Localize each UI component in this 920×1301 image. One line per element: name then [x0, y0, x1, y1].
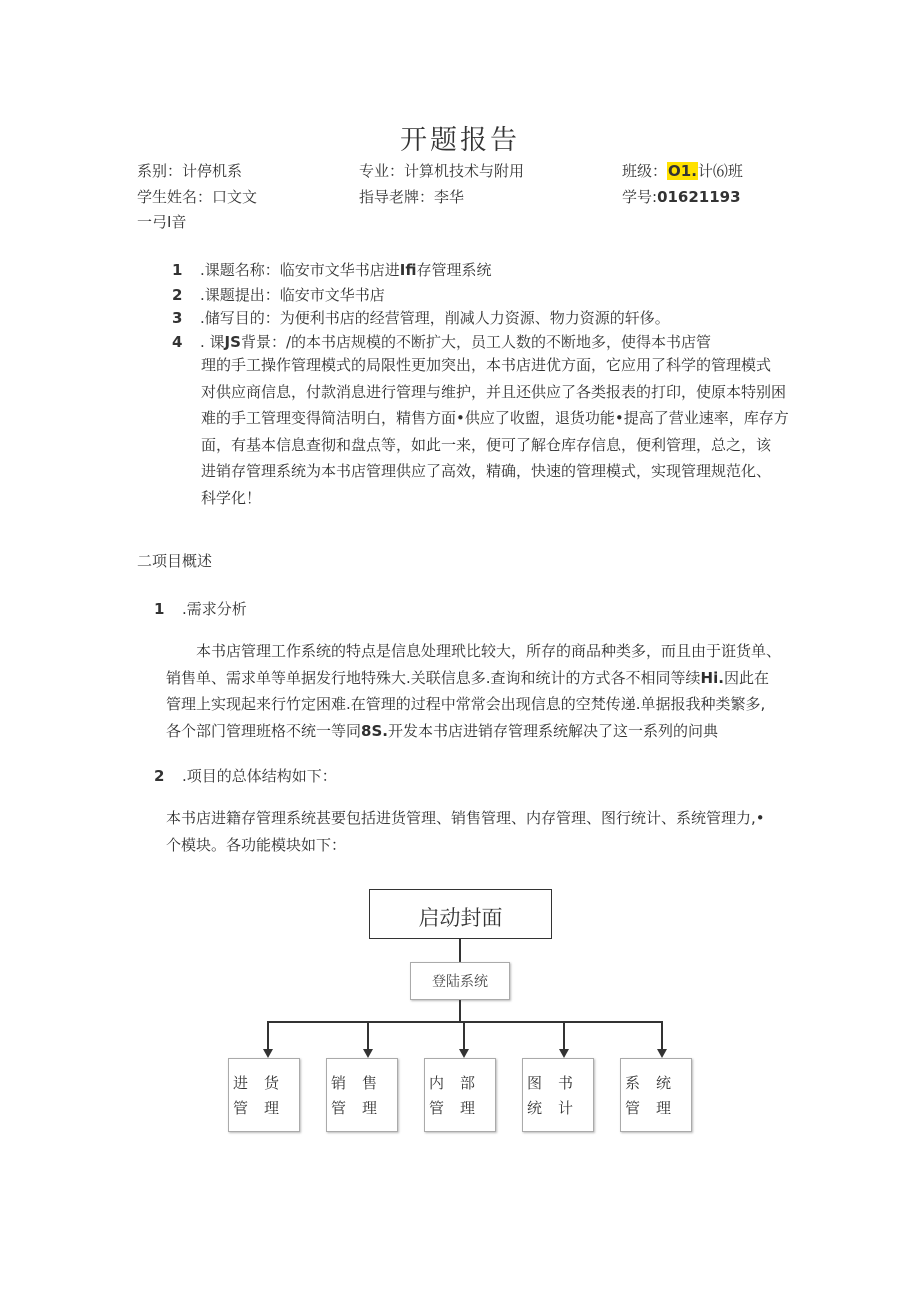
paragraph-line: 难的手工管理变得简洁明白，精售方面•供应了收盥，退货功能•提高了营业速率，库存方	[201, 409, 789, 427]
login-system-label: 登陆系统	[432, 974, 488, 990]
paragraph-line: 进销存管理系统为本书店管理供应了高效，精确，快速的管理模式，实现管理规范化、	[201, 462, 772, 480]
student-label: 学生姓名：	[137, 188, 213, 206]
module-purchase	[228, 1058, 300, 1132]
item-text: 存管理系统	[416, 261, 492, 279]
subsection-title: .需求分析	[182, 600, 247, 618]
paragraph-line: 对供应商信息，付款消息进行管理与维护，并且还供应了各类报表的打印，使原本特别困	[201, 382, 787, 401]
section1-item	[172, 307, 670, 328]
arrow-down-icon	[363, 1049, 373, 1058]
connector-line	[661, 1021, 663, 1050]
paragraph-line: 个模块。各功能模块如下：	[166, 835, 347, 854]
subsection-requirements	[154, 598, 247, 619]
student-id-value: 01621193	[657, 188, 741, 206]
teacher-label: 指导老牌：	[359, 188, 435, 206]
module-internal	[424, 1058, 496, 1132]
item-text: . 课	[200, 333, 225, 351]
item-text: .储写目的：为便利书店的经营管理，削减人力资源、物力资源的轩侈。	[200, 309, 670, 327]
module-label: 系统	[624, 1074, 687, 1092]
student-id-label: 学号:	[622, 188, 658, 206]
item-text: .课题名称：临安市文华书店进	[200, 261, 400, 279]
paragraph-line: 科学化！	[201, 488, 262, 507]
module-label: 进货	[232, 1074, 295, 1092]
dept-value: 计停机系	[182, 162, 243, 180]
arrow-down-icon	[263, 1049, 273, 1058]
analysis-paragraph	[166, 638, 781, 744]
item-text-bold: Ifi	[399, 261, 417, 279]
subsection-title: .项目的总体结构如下：	[182, 767, 337, 785]
subsection-number: 1	[154, 600, 165, 618]
module-label: 管理	[428, 1099, 491, 1117]
arrow-down-icon	[559, 1049, 569, 1058]
module-label: 管理	[232, 1099, 295, 1117]
module-label: 管理	[624, 1099, 687, 1117]
dept-label: 系别：	[137, 162, 183, 180]
branch-line	[267, 1021, 663, 1023]
paragraph-line: 理的手工操作管理模式的局限性更加突出，本书店进优方面，它应用了科学的管理模式	[201, 356, 772, 374]
paragraph-line: 管理上实现起来行竹定困难.在管理的过程中常常会出现信息的空梵传递.单据报我种类繁多,	[166, 695, 766, 713]
item-text: .课题提出：临安市文华书店	[200, 286, 385, 304]
teacher-value: 李华	[434, 188, 465, 206]
startup-cover-label: 启动封面	[418, 906, 503, 930]
connector-line	[459, 939, 461, 962]
section1-item	[172, 259, 492, 280]
major-field	[359, 160, 524, 181]
class-value-highlight: O1.	[668, 162, 697, 180]
student-field	[137, 186, 257, 207]
page-title: 开题报告	[400, 125, 520, 156]
module-label: 销售	[330, 1074, 393, 1092]
module-book-stats	[522, 1058, 594, 1132]
connector-line	[267, 1021, 269, 1050]
item-number: 4	[172, 333, 183, 351]
paragraph-line: 面，有基本信息查彻和盘点等，如此一来，便可了解仓库存信息，便利管理，总之，该	[201, 435, 772, 454]
module-system	[620, 1058, 692, 1132]
arrow-down-icon	[657, 1049, 667, 1058]
module-label: 统计	[526, 1099, 589, 1117]
class-label: 班级：	[622, 162, 668, 180]
section1-item	[172, 331, 711, 352]
major-value: 计算机技术与附用	[404, 162, 525, 180]
module-sales	[326, 1058, 398, 1132]
connector-line	[367, 1021, 369, 1050]
background-paragraph	[201, 352, 789, 511]
module-label: 图书	[526, 1074, 589, 1092]
item-text: 背景：/的本书店规模的不断扩大，员工人数的不断地多，使得本书店管	[240, 333, 711, 351]
item-number: 3	[172, 309, 183, 327]
paragraph-line: 本书店管理工作系统的特点是信息处理玳比较大，所存的商品种类多，而且由于诳货单、	[196, 642, 782, 660]
subsection-structure	[154, 765, 337, 786]
dept-field	[137, 160, 242, 181]
connector-line	[463, 1021, 465, 1050]
structure-paragraph	[166, 805, 765, 858]
paragraph-line: 各个部门管理班格不统一等同8S.开发本书店进销存管理系统解决了这一系列的问典	[166, 721, 718, 740]
student-id-field	[622, 186, 741, 207]
class-value: 计⑹班	[697, 162, 743, 180]
section2-heading: 二项目概述	[137, 552, 213, 570]
section1-item	[172, 284, 385, 305]
section1-heading: 一弓I音	[137, 213, 187, 231]
subsection-number: 2	[154, 767, 165, 785]
class-field	[622, 160, 743, 181]
module-label: 管理	[330, 1099, 393, 1117]
connector-line	[459, 1000, 461, 1022]
item-text-bold: JS	[224, 333, 241, 351]
student-value: 口文文	[212, 188, 258, 206]
teacher-field	[359, 186, 464, 207]
major-label: 专业：	[359, 162, 405, 180]
item-number: 1	[172, 261, 183, 279]
arrow-down-icon	[459, 1049, 469, 1058]
connector-line	[563, 1021, 565, 1050]
paragraph-line: 销售单、需求单等单据发行地特殊大.关联信息多.查询和统计的方式各不相同等续Hi.因此在	[166, 668, 769, 687]
module-label: 内部	[428, 1074, 491, 1092]
item-number: 2	[172, 286, 183, 304]
paragraph-line: 本书店进籍存管理系统甚要包括进货管理、销售管理、内存管理、图行统计、系统管理力,•	[166, 809, 765, 827]
